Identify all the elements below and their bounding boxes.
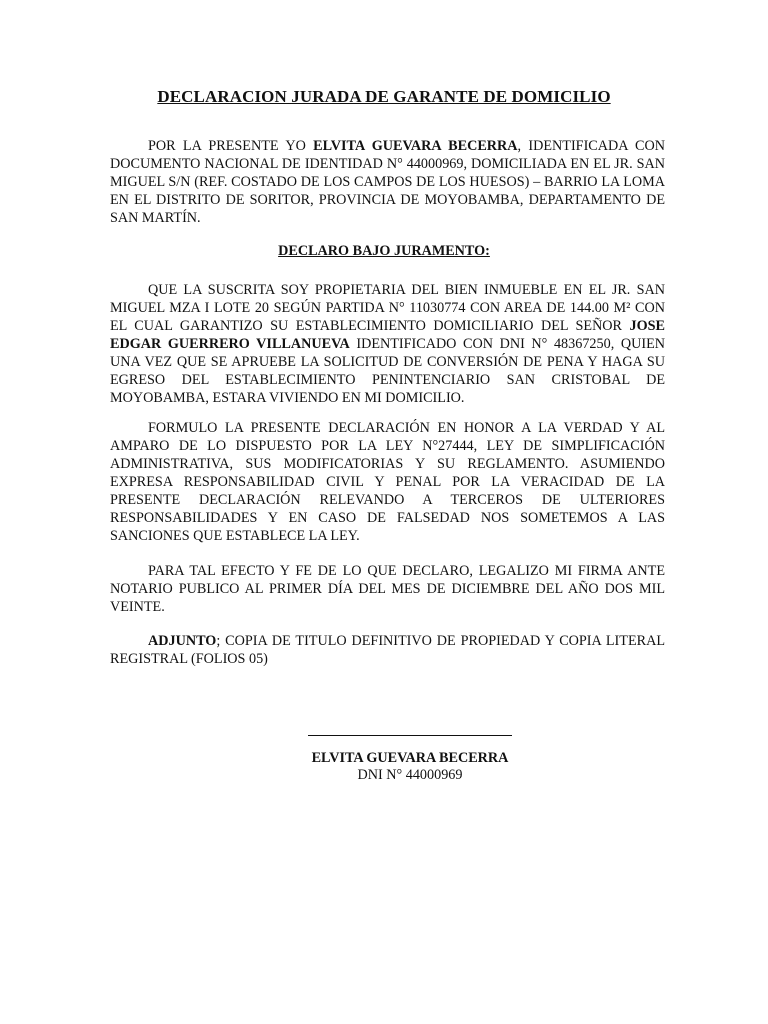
attachments-label: ADJUNTO xyxy=(148,633,217,649)
document-title: DECLARACION JURADA DE GARANTE DE DOMICILIO xyxy=(157,87,611,106)
paragraph-declarant-rest: , IDENTIFICADA CON DOCUMENTO NACIONAL DE IDENTIDAD N° 44000969, DOMICILIADA EN EL JR. SAN MIGUEL S/N (REF. COSTADO DE LOS CAMPOS DE LOS HUESOS) – BARRIO LA LOMA EN EL DISTRITO DE SORITOR, PROVINCIA DE MOYOBAMBA, DEPARTAMENTO DE SAN MARTÍN. xyxy=(110,138,665,226)
paragraph-property-rest: IDENTIFICADO CON DNI N° 48367250, QUIEN UNA VEZ QUE SE APRUEBE LA SOLICITUD DE CONVERSIÓN DE PENA Y HAGA SU EGRESO DEL ESTABLECIMIENTO PENINTENCIARIO SAN CRISTOBAL DE MOYOBAMBA, ESTARA VIVIENDO EN MI DOMICILIO. xyxy=(110,336,665,406)
signature-line xyxy=(308,735,512,736)
paragraph-declarant xyxy=(110,137,665,227)
paragraph-notary: PARA TAL EFECTO Y FE DE LO QUE DECLARO, LEGALIZO MI FIRMA ANTE NOTARIO PUBLICO AL PRIMER DÍA DEL MES DE DICIEMBRE DEL AÑO DOS MIL VEINTE. xyxy=(110,563,665,615)
signature-block xyxy=(250,735,570,784)
paragraph-property-lead: QUE LA SUSCRITA SOY PROPIETARIA DEL BIEN INMUEBLE EN EL JR. SAN MIGUEL MZA I LOTE 20 SEGÚN PARTIDA N° 11030774 CON AREA DE 144.00 M² CON EL CUAL GARANTIZO SU ESTABLECIMIENTO DOMICILIARIO DEL SEÑOR xyxy=(110,282,665,334)
attachments-text: ; COPIA DE TITULO DEFINITIVO DE PROPIEDAD Y COPIA LITERAL REGISTRAL (FOLIOS 05) xyxy=(110,633,665,667)
paragraph-attachments xyxy=(110,632,665,668)
guaranteed-person-name: JOSE EDGAR GUERRERO VILLANUEVA xyxy=(110,318,665,352)
oath-heading: DECLARO BAJO JURAMENTO: xyxy=(278,243,490,259)
paragraph-legal-basis: FORMULO LA PRESENTE DECLARACIÓN EN HONOR A LA VERDAD Y AL AMPARO DE LO DISPUESTO POR LA LEY N°27444, LEY DE SIMPLIFICACIÓN ADMINISTRATIVA, SUS MODIFICATORIAS Y SU REGLAMENTO. ASUMIENDO EXPRESA RESPONSABILIDAD CIVIL Y PENAL POR LA VERACIDAD DE LA PRESENTE DECLARACIÓN RELEVANDO A TERCEROS DE ULTERIORES RESPONSABILIDADES Y EN CASO DE FALSEDAD NOS SOMETEMOS A LAS SANCIONES QUE ESTABLECE LA LEY. xyxy=(110,420,665,544)
signer-dni: DNI N° 44000969 xyxy=(357,767,463,783)
paragraph-property xyxy=(110,281,665,407)
signer-name: ELVITA GUEVARA BECERRA xyxy=(311,750,509,766)
declarant-name: ELVITA GUEVARA BECERRA xyxy=(313,138,518,154)
paragraph-declarant-lead: POR LA PRESENTE YO xyxy=(148,138,314,154)
